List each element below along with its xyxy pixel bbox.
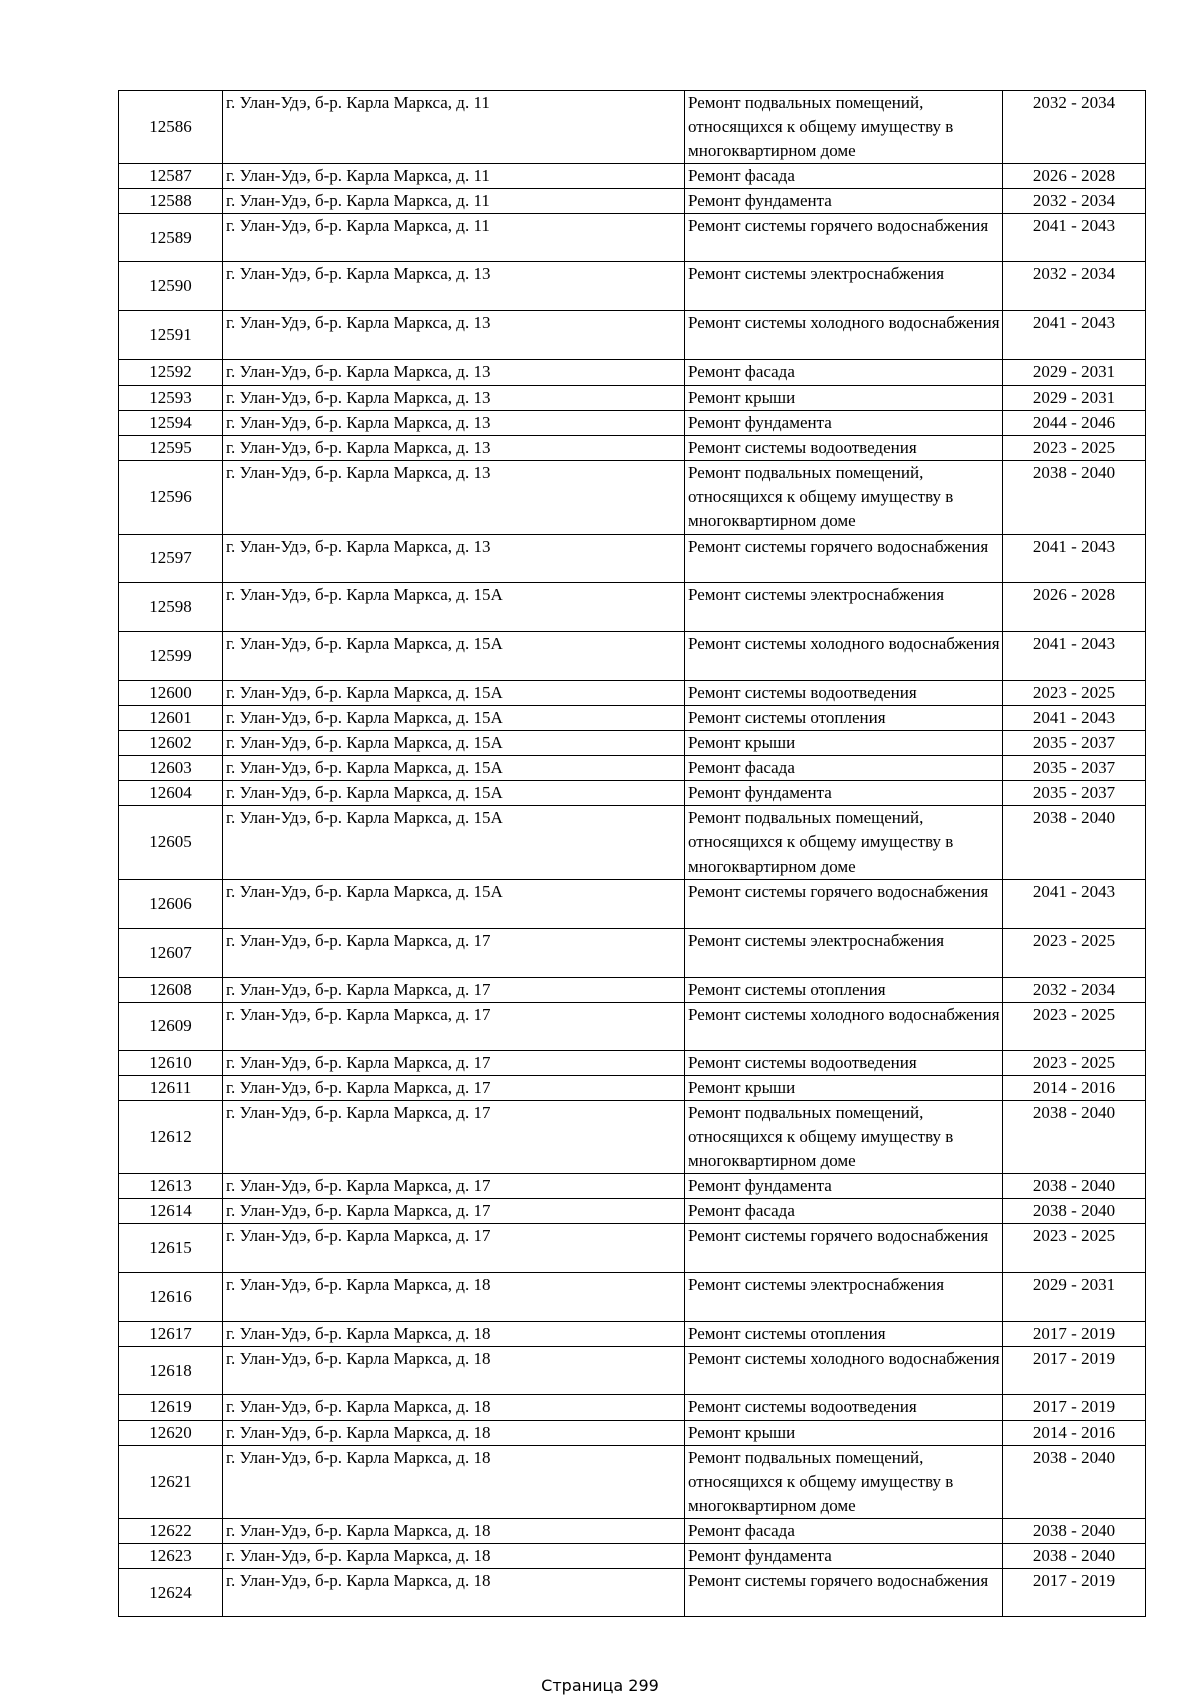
row-number: 12606 xyxy=(119,879,223,928)
row-address: г. Улан-Удэ, б-р. Карла Маркса, д. 15А xyxy=(223,631,685,680)
row-period: 2035 - 2037 xyxy=(1003,731,1146,756)
row-work-type: Ремонт системы отопления xyxy=(685,977,1003,1002)
row-number: 12599 xyxy=(119,631,223,680)
row-number: 12600 xyxy=(119,680,223,705)
row-work-type: Ремонт крыши xyxy=(685,731,1003,756)
row-number: 12604 xyxy=(119,781,223,806)
row-number: 12586 xyxy=(119,91,223,164)
page-number: Страница 299 xyxy=(541,1676,659,1695)
row-address: г. Улан-Удэ, б-р. Карла Маркса, д. 13 xyxy=(223,534,685,582)
row-address: г. Улан-Удэ, б-р. Карла Маркса, д. 15А xyxy=(223,879,685,928)
row-work-type: Ремонт фундамента xyxy=(685,410,1003,435)
table-row xyxy=(119,806,1146,879)
row-work-type: Ремонт системы горячего водоснабжения xyxy=(685,1224,1003,1273)
row-period: 2026 - 2028 xyxy=(1003,164,1146,189)
row-number: 12602 xyxy=(119,731,223,756)
row-work-type: Ремонт системы водоотведения xyxy=(685,1050,1003,1075)
row-work-type: Ремонт системы водоотведения xyxy=(685,680,1003,705)
table-row xyxy=(119,1174,1146,1199)
row-number: 12588 xyxy=(119,189,223,214)
row-period: 2035 - 2037 xyxy=(1003,781,1146,806)
table-row xyxy=(119,631,1146,680)
row-address: г. Улан-Удэ, б-р. Карла Маркса, д. 18 xyxy=(223,1322,685,1347)
row-work-type: Ремонт фасада xyxy=(685,360,1003,385)
row-period: 2038 - 2040 xyxy=(1003,806,1146,879)
row-period: 2017 - 2019 xyxy=(1003,1322,1146,1347)
row-address: г. Улан-Удэ, б-р. Карла Маркса, д. 13 xyxy=(223,385,685,410)
row-work-type: Ремонт подвальных помещений, относящихся к общему имуществу в многоквартирном доме xyxy=(685,806,1003,879)
table-row xyxy=(119,705,1146,730)
row-number: 12593 xyxy=(119,385,223,410)
row-number: 12595 xyxy=(119,435,223,460)
row-work-type: Ремонт системы холодного водоснабжения xyxy=(685,631,1003,680)
row-work-type: Ремонт системы электроснабжения xyxy=(685,582,1003,631)
row-number: 12598 xyxy=(119,582,223,631)
row-number: 12621 xyxy=(119,1445,223,1518)
row-address: г. Улан-Удэ, б-р. Карла Маркса, д. 18 xyxy=(223,1395,685,1420)
table-row xyxy=(119,1050,1146,1075)
row-address: г. Улан-Удэ, б-р. Карла Маркса, д. 18 xyxy=(223,1273,685,1322)
table-row xyxy=(119,1273,1146,1322)
row-work-type: Ремонт крыши xyxy=(685,1075,1003,1100)
row-address: г. Улан-Удэ, б-р. Карла Маркса, д. 15А xyxy=(223,756,685,781)
row-period: 2032 - 2034 xyxy=(1003,189,1146,214)
row-number: 12605 xyxy=(119,806,223,879)
row-address: г. Улан-Удэ, б-р. Карла Маркса, д. 15А xyxy=(223,806,685,879)
row-work-type: Ремонт фасада xyxy=(685,756,1003,781)
row-period: 2023 - 2025 xyxy=(1003,1002,1146,1050)
row-address: г. Улан-Удэ, б-р. Карла Маркса, д. 17 xyxy=(223,1100,685,1173)
row-period: 2032 - 2034 xyxy=(1003,91,1146,164)
row-number: 12607 xyxy=(119,928,223,977)
row-address: г. Улан-Удэ, б-р. Карла Маркса, д. 18 xyxy=(223,1518,685,1543)
row-address: г. Улан-Удэ, б-р. Карла Маркса, д. 17 xyxy=(223,1002,685,1050)
row-work-type: Ремонт фундамента xyxy=(685,189,1003,214)
row-period: 2038 - 2040 xyxy=(1003,1544,1146,1569)
row-number: 12624 xyxy=(119,1569,223,1617)
row-number: 12622 xyxy=(119,1518,223,1543)
row-address: г. Улан-Удэ, б-р. Карла Маркса, д. 11 xyxy=(223,164,685,189)
table-row xyxy=(119,1075,1146,1100)
works-table xyxy=(118,90,1146,1617)
row-address: г. Улан-Удэ, б-р. Карла Маркса, д. 18 xyxy=(223,1347,685,1395)
row-address: г. Улан-Удэ, б-р. Карла Маркса, д. 13 xyxy=(223,460,685,534)
row-address: г. Улан-Удэ, б-р. Карла Маркса, д. 18 xyxy=(223,1544,685,1569)
table-row xyxy=(119,410,1146,435)
row-address: г. Улан-Удэ, б-р. Карла Маркса, д. 17 xyxy=(223,977,685,1002)
row-period: 2014 - 2016 xyxy=(1003,1420,1146,1445)
row-address: г. Улан-Удэ, б-р. Карла Маркса, д. 13 xyxy=(223,360,685,385)
row-number: 12620 xyxy=(119,1420,223,1445)
row-number: 12594 xyxy=(119,410,223,435)
row-work-type: Ремонт фасада xyxy=(685,1518,1003,1543)
row-work-type: Ремонт системы электроснабжения xyxy=(685,928,1003,977)
table-row xyxy=(119,977,1146,1002)
table-row xyxy=(119,1100,1146,1173)
row-work-type: Ремонт системы электроснабжения xyxy=(685,1273,1003,1322)
row-period: 2029 - 2031 xyxy=(1003,360,1146,385)
table-row xyxy=(119,1002,1146,1050)
row-period: 2041 - 2043 xyxy=(1003,311,1146,360)
row-work-type: Ремонт системы холодного водоснабжения xyxy=(685,1002,1003,1050)
table-row xyxy=(119,879,1146,928)
row-work-type: Ремонт системы холодного водоснабжения xyxy=(685,311,1003,360)
row-period: 2041 - 2043 xyxy=(1003,631,1146,680)
row-number: 12611 xyxy=(119,1075,223,1100)
table-row xyxy=(119,534,1146,582)
table-row xyxy=(119,311,1146,360)
row-period: 2029 - 2031 xyxy=(1003,1273,1146,1322)
row-period: 2038 - 2040 xyxy=(1003,1100,1146,1173)
row-work-type: Ремонт системы горячего водоснабжения xyxy=(685,214,1003,262)
row-address: г. Улан-Удэ, б-р. Карла Маркса, д. 18 xyxy=(223,1569,685,1617)
table-row xyxy=(119,164,1146,189)
row-work-type: Ремонт системы отопления xyxy=(685,1322,1003,1347)
row-period: 2038 - 2040 xyxy=(1003,460,1146,534)
row-work-type: Ремонт подвальных помещений, относящихся к общему имуществу в многоквартирном доме xyxy=(685,1100,1003,1173)
table-row xyxy=(119,1569,1146,1617)
table-row xyxy=(119,360,1146,385)
row-period: 2032 - 2034 xyxy=(1003,262,1146,311)
row-number: 12618 xyxy=(119,1347,223,1395)
row-period: 2023 - 2025 xyxy=(1003,1224,1146,1273)
row-period: 2023 - 2025 xyxy=(1003,1050,1146,1075)
table-row xyxy=(119,928,1146,977)
row-address: г. Улан-Удэ, б-р. Карла Маркса, д. 15А xyxy=(223,781,685,806)
row-number: 12616 xyxy=(119,1273,223,1322)
row-period: 2029 - 2031 xyxy=(1003,385,1146,410)
row-period: 2023 - 2025 xyxy=(1003,680,1146,705)
row-number: 12592 xyxy=(119,360,223,385)
table-row xyxy=(119,781,1146,806)
row-period: 2035 - 2037 xyxy=(1003,756,1146,781)
row-address: г. Улан-Удэ, б-р. Карла Маркса, д. 17 xyxy=(223,1199,685,1224)
row-number: 12614 xyxy=(119,1199,223,1224)
row-work-type: Ремонт фасада xyxy=(685,1199,1003,1224)
row-work-type: Ремонт системы водоотведения xyxy=(685,435,1003,460)
row-period: 2041 - 2043 xyxy=(1003,214,1146,262)
row-number: 12617 xyxy=(119,1322,223,1347)
row-period: 2023 - 2025 xyxy=(1003,928,1146,977)
row-period: 2023 - 2025 xyxy=(1003,435,1146,460)
row-work-type: Ремонт системы горячего водоснабжения xyxy=(685,534,1003,582)
table-row xyxy=(119,1347,1146,1395)
row-period: 2041 - 2043 xyxy=(1003,879,1146,928)
row-period: 2038 - 2040 xyxy=(1003,1518,1146,1543)
row-address: г. Улан-Удэ, б-р. Карла Маркса, д. 17 xyxy=(223,1224,685,1273)
row-address: г. Улан-Удэ, б-р. Карла Маркса, д. 13 xyxy=(223,410,685,435)
table-row xyxy=(119,262,1146,311)
row-work-type: Ремонт системы электроснабжения xyxy=(685,262,1003,311)
table-row xyxy=(119,91,1146,164)
row-period: 2038 - 2040 xyxy=(1003,1445,1146,1518)
row-work-type: Ремонт фундамента xyxy=(685,1544,1003,1569)
row-address: г. Улан-Удэ, б-р. Карла Маркса, д. 15А xyxy=(223,680,685,705)
row-number: 12610 xyxy=(119,1050,223,1075)
row-work-type: Ремонт системы холодного водоснабжения xyxy=(685,1347,1003,1395)
row-address: г. Улан-Удэ, б-р. Карла Маркса, д. 18 xyxy=(223,1420,685,1445)
row-address: г. Улан-Удэ, б-р. Карла Маркса, д. 11 xyxy=(223,189,685,214)
row-period: 2026 - 2028 xyxy=(1003,582,1146,631)
row-address: г. Улан-Удэ, б-р. Карла Маркса, д. 11 xyxy=(223,91,685,164)
row-work-type: Ремонт фундамента xyxy=(685,1174,1003,1199)
table-row xyxy=(119,1199,1146,1224)
row-period: 2017 - 2019 xyxy=(1003,1395,1146,1420)
row-work-type: Ремонт фасада xyxy=(685,164,1003,189)
row-work-type: Ремонт подвальных помещений, относящихся к общему имуществу в многоквартирном доме xyxy=(685,460,1003,534)
row-number: 12589 xyxy=(119,214,223,262)
row-address: г. Улан-Удэ, б-р. Карла Маркса, д. 13 xyxy=(223,435,685,460)
row-address: г. Улан-Удэ, б-р. Карла Маркса, д. 17 xyxy=(223,1075,685,1100)
row-address: г. Улан-Удэ, б-р. Карла Маркса, д. 13 xyxy=(223,262,685,311)
table-row xyxy=(119,189,1146,214)
row-period: 2038 - 2040 xyxy=(1003,1199,1146,1224)
row-address: г. Улан-Удэ, б-р. Карла Маркса, д. 15А xyxy=(223,705,685,730)
table-row xyxy=(119,680,1146,705)
row-number: 12609 xyxy=(119,1002,223,1050)
table-row xyxy=(119,731,1146,756)
table-row xyxy=(119,1518,1146,1543)
table-row xyxy=(119,582,1146,631)
table-row xyxy=(119,1544,1146,1569)
row-address: г. Улан-Удэ, б-р. Карла Маркса, д. 17 xyxy=(223,1174,685,1199)
row-number: 12608 xyxy=(119,977,223,1002)
row-work-type: Ремонт подвальных помещений, относящихся к общему имуществу в многоквартирном доме xyxy=(685,91,1003,164)
row-number: 12623 xyxy=(119,1544,223,1569)
row-work-type: Ремонт крыши xyxy=(685,385,1003,410)
row-work-type: Ремонт системы отопления xyxy=(685,705,1003,730)
row-number: 12619 xyxy=(119,1395,223,1420)
row-period: 2041 - 2043 xyxy=(1003,534,1146,582)
row-period: 2017 - 2019 xyxy=(1003,1347,1146,1395)
row-number: 12612 xyxy=(119,1100,223,1173)
row-work-type: Ремонт фундамента xyxy=(685,781,1003,806)
row-work-type: Ремонт системы горячего водоснабжения xyxy=(685,1569,1003,1617)
table-row xyxy=(119,1224,1146,1273)
row-number: 12591 xyxy=(119,311,223,360)
row-period: 2032 - 2034 xyxy=(1003,977,1146,1002)
row-number: 12587 xyxy=(119,164,223,189)
row-work-type: Ремонт системы водоотведения xyxy=(685,1395,1003,1420)
row-number: 12615 xyxy=(119,1224,223,1273)
row-address: г. Улан-Удэ, б-р. Карла Маркса, д. 17 xyxy=(223,1050,685,1075)
row-number: 12601 xyxy=(119,705,223,730)
table-row xyxy=(119,1322,1146,1347)
row-work-type: Ремонт системы горячего водоснабжения xyxy=(685,879,1003,928)
row-address: г. Улан-Удэ, б-р. Карла Маркса, д. 15А xyxy=(223,731,685,756)
table-row xyxy=(119,1395,1146,1420)
row-period: 2017 - 2019 xyxy=(1003,1569,1146,1617)
row-address: г. Улан-Удэ, б-р. Карла Маркса, д. 17 xyxy=(223,928,685,977)
table-row xyxy=(119,756,1146,781)
row-address: г. Улан-Удэ, б-р. Карла Маркса, д. 15А xyxy=(223,582,685,631)
row-work-type: Ремонт крыши xyxy=(685,1420,1003,1445)
table-row xyxy=(119,1445,1146,1518)
table-row xyxy=(119,435,1146,460)
row-number: 12596 xyxy=(119,460,223,534)
row-period: 2038 - 2040 xyxy=(1003,1174,1146,1199)
row-number: 12613 xyxy=(119,1174,223,1199)
row-work-type: Ремонт подвальных помещений, относящихся к общему имуществу в многоквартирном доме xyxy=(685,1445,1003,1518)
row-number: 12597 xyxy=(119,534,223,582)
row-number: 12603 xyxy=(119,756,223,781)
row-address: г. Улан-Удэ, б-р. Карла Маркса, д. 11 xyxy=(223,214,685,262)
row-address: г. Улан-Удэ, б-р. Карла Маркса, д. 13 xyxy=(223,311,685,360)
row-period: 2041 - 2043 xyxy=(1003,705,1146,730)
table-row xyxy=(119,214,1146,262)
row-number: 12590 xyxy=(119,262,223,311)
table-row xyxy=(119,460,1146,534)
row-period: 2044 - 2046 xyxy=(1003,410,1146,435)
works-table-body xyxy=(119,91,1146,1617)
row-address: г. Улан-Удэ, б-р. Карла Маркса, д. 18 xyxy=(223,1445,685,1518)
table-row xyxy=(119,385,1146,410)
row-period: 2014 - 2016 xyxy=(1003,1075,1146,1100)
table-row xyxy=(119,1420,1146,1445)
